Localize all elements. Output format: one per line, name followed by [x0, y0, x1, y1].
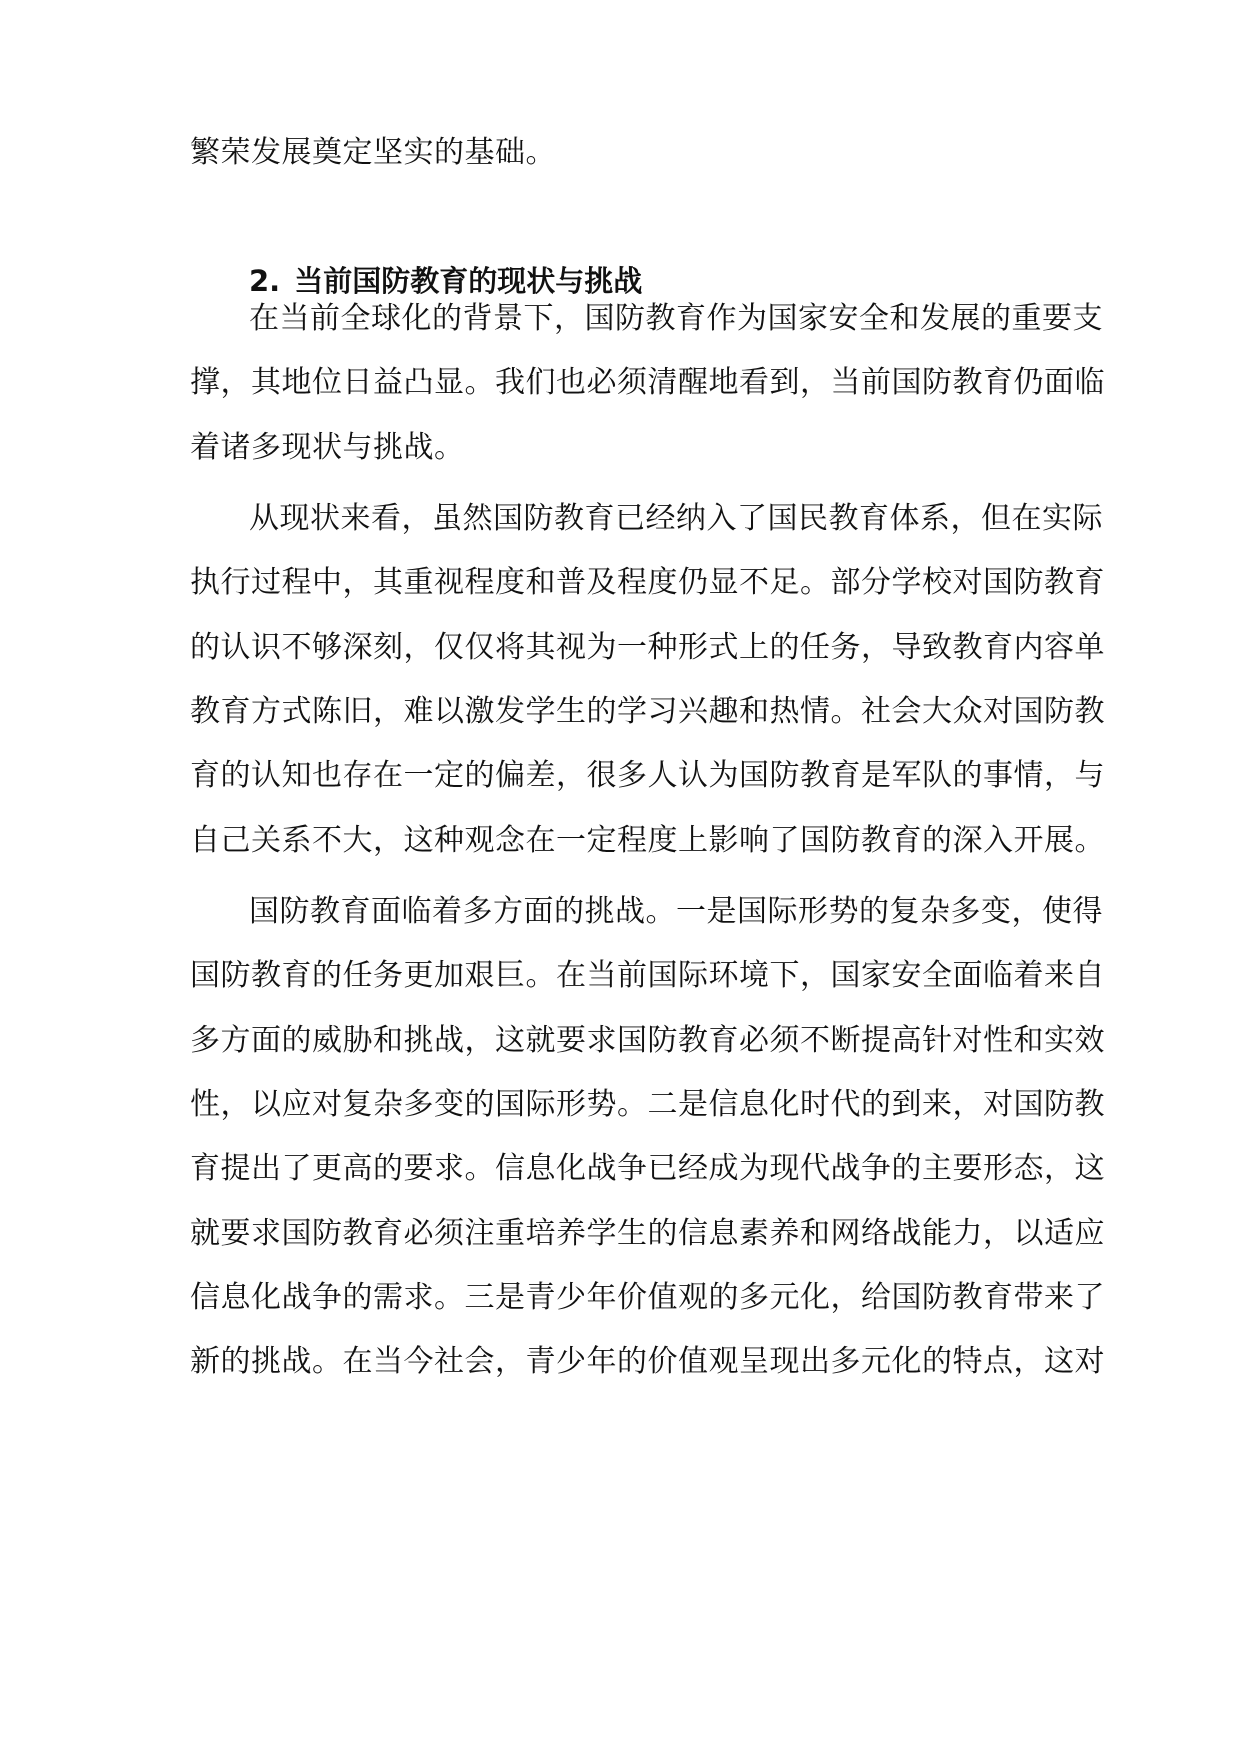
section-number: 2.: [249, 264, 281, 298]
section-title: 当前国防教育的现状与挑战: [294, 264, 643, 298]
paragraph-line: 执行过程中，其重视程度和普及程度仍显不足。部分学校对国防教育: [190, 565, 1105, 600]
paragraph-line: 多方面的威胁和挑战，这就要求国防教育必须不断提高针对性和实效: [190, 1023, 1105, 1058]
paragraph-line: 育的认知也存在一定的偏差，很多人认为国防教育是军队的事情，与: [190, 758, 1105, 793]
paragraph-line: 从现状来看，虽然国防教育已经纳入了国民教育体系，但在实际: [249, 501, 1103, 536]
paragraph-line: 着诸多现状与挑战。: [190, 430, 465, 465]
section-heading: [249, 262, 642, 300]
paragraph-line: 撑，其地位日益凸显。我们也必须清醒地看到，当前国防教育仍面临: [190, 365, 1105, 400]
paragraph-line: 在当前全球化的背景下，国防教育作为国家安全和发展的重要支: [249, 301, 1103, 336]
paragraph-line: 国防教育的任务更加艰巨。在当前国际环境下，国家安全面临着来自: [190, 958, 1105, 993]
paragraph-line: 性，以应对复杂多变的国际形势。二是信息化时代的到来，对国防教: [190, 1087, 1105, 1122]
paragraph-line: 国防教育面临着多方面的挑战。一是国际形势的复杂多变，使得: [249, 894, 1103, 929]
paragraph-line: 教育方式陈旧，难以激发学生的学习兴趣和热情。社会大众对国防教: [190, 694, 1105, 729]
paragraph-line: 育提出了更高的要求。信息化战争已经成为现代战争的主要形态，这: [190, 1151, 1105, 1186]
paragraph-line: 就要求国防教育必须注重培养学生的信息素养和网络战能力，以适应: [190, 1216, 1105, 1251]
paragraph-line: 的认识不够深刻，仅仅将其视为一种形式上的任务，导致教育内容单: [190, 630, 1105, 665]
paragraph-line: 自己关系不大，这种观念在一定程度上影响了国防教育的深入开展。: [190, 823, 1105, 858]
paragraph-line: 新的挑战。在当今社会，青少年的价值观呈现出多元化的特点，这对: [190, 1344, 1105, 1379]
intro-line: 繁荣发展奠定坚实的基础。: [190, 135, 556, 170]
paragraph-line: 信息化战争的需求。三是青少年价值观的多元化，给国防教育带来了: [190, 1280, 1105, 1315]
